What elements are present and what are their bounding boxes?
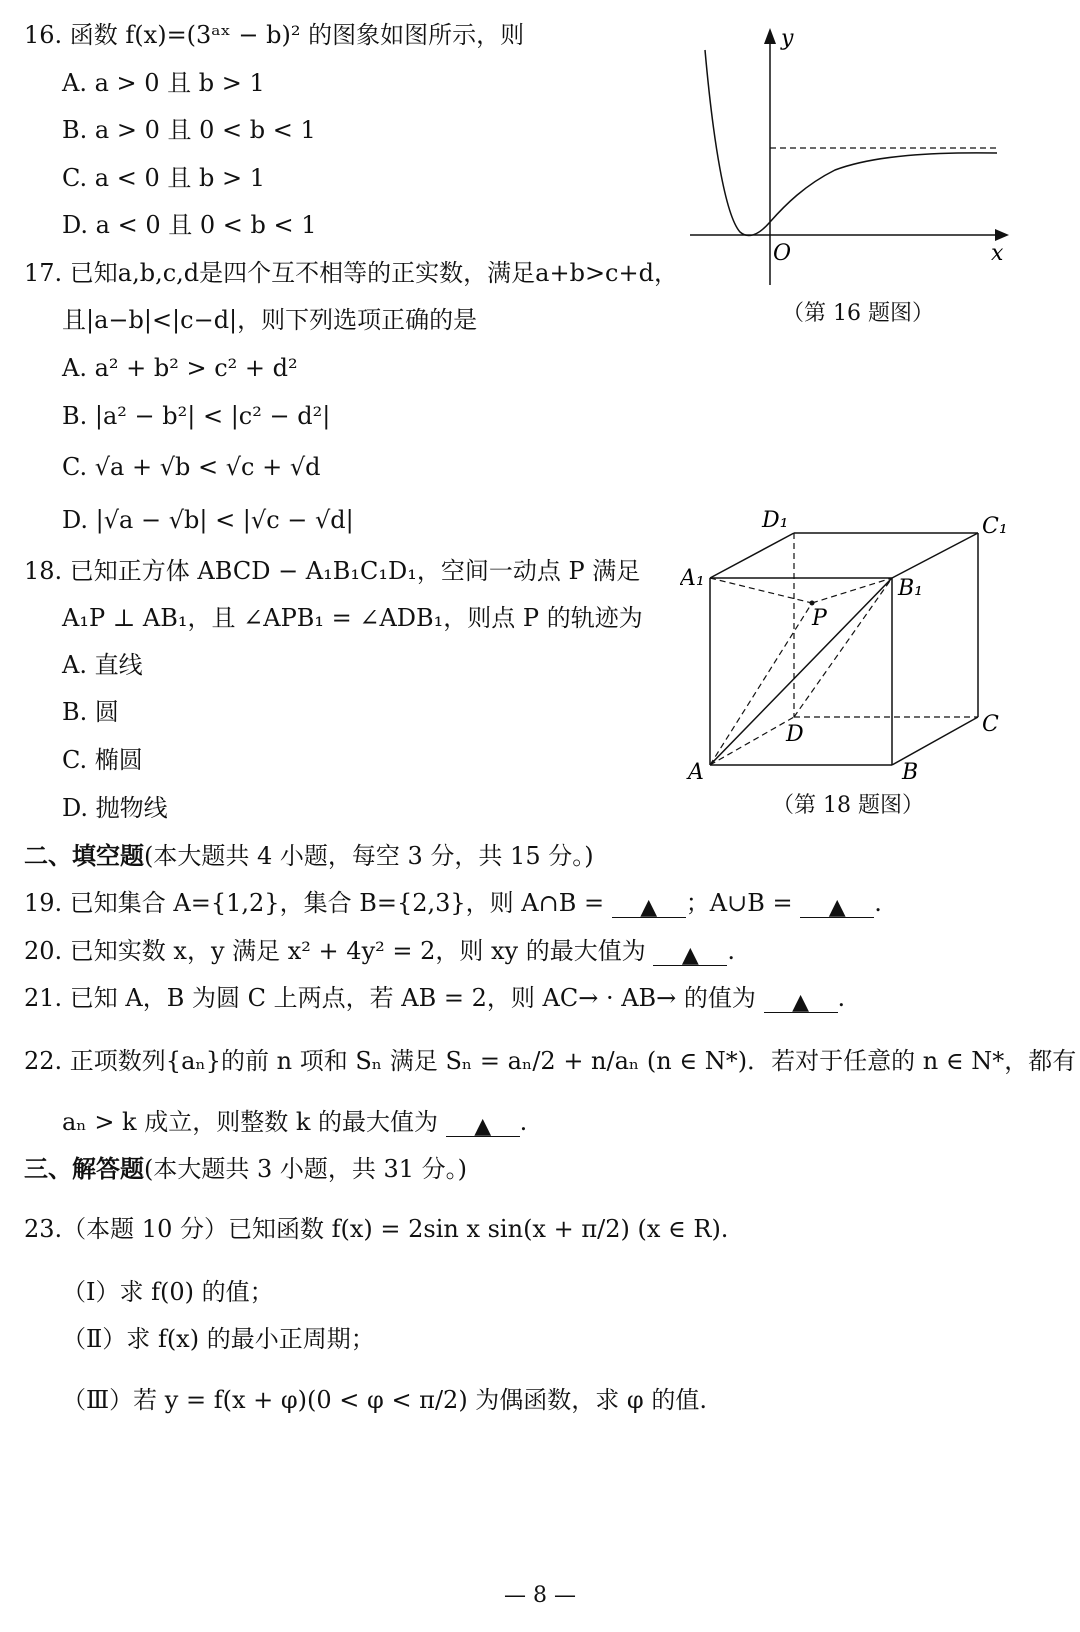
q22-line-1: 22. 正项数列{aₙ}的前 n 项和 Sₙ 满足 Sₙ = aₙ/2 + n/aₙ (n ∈ N*)．若对于任意的 n ∈ N*，都有: [24, 1047, 1077, 1075]
q18-figure-caption: （第 18 题图）: [772, 793, 924, 818]
q22-line-2: [62, 1107, 527, 1137]
q22-text-end: .: [519, 1108, 528, 1136]
q19-blank-1[interactable]: [612, 891, 686, 918]
label-b: B: [902, 760, 919, 785]
q19-blank-2[interactable]: [800, 891, 874, 918]
blank-marker-icon: ▲: [828, 895, 846, 920]
q17-option-c: C. √a + √b < √c + √d: [62, 453, 321, 481]
label-a: A: [688, 760, 704, 785]
label-d: D: [786, 722, 804, 747]
q19-text-end: .: [874, 889, 882, 917]
blank-marker-icon: ▲: [681, 943, 699, 968]
page-number: — 8 —: [504, 1583, 576, 1608]
q23-part-2: （Ⅱ）求 f(x) 的最小正周期；: [62, 1325, 375, 1353]
point-p: [810, 601, 815, 606]
blank-marker-icon: ▲: [792, 990, 809, 1015]
blank-marker-icon: ▲: [640, 895, 658, 920]
q19-text-mid: ；A∪B =: [685, 889, 793, 917]
q23-stem: 23.（本题 10 分）已知函数 f(x) = 2sin x sin(x + π/2) (x ∈ R).: [24, 1215, 729, 1243]
q17-stem-cont: 且|a−b|<|c−d|，则下列选项正确的是: [62, 306, 478, 334]
section2-heading: [24, 841, 594, 871]
section2-note: (本大题共 4 小题，每空 3 分，共 15 分。): [144, 842, 594, 870]
x-axis-label: x: [991, 241, 1004, 266]
q16-stem: 16. 函数 f(x)=(3ᵃˣ − b)² 的图象如图所示，则: [24, 21, 525, 49]
q23-part-3: （Ⅲ）若 y = f(x + φ)(0 < φ < π/2) 为偶函数，求 φ 的值.: [62, 1386, 707, 1414]
q17-option-a: A. a² + b² > c² + d²: [62, 354, 298, 382]
q16-function-graph: [685, 20, 1025, 290]
origin-label: O: [773, 241, 792, 266]
label-a1: A₁: [680, 566, 705, 591]
y-axis-label: y: [781, 26, 794, 51]
label-d1: D₁: [762, 508, 789, 533]
q18-option-a: A. 直线: [62, 651, 143, 679]
blank-marker-icon: ▲: [474, 1114, 492, 1139]
q18-stem-cont: A₁P ⊥ AB₁，且 ∠APB₁ = ∠ADB₁，则点 P 的轨迹为: [62, 604, 643, 632]
q16-option-d: D. a < 0 且 0 < b < 1: [62, 211, 317, 239]
q21-line: [24, 983, 845, 1013]
q16-option-c: C. a < 0 且 b > 1: [62, 164, 265, 192]
q17-option-d: D. |√a − √b| < |√c − √d|: [62, 506, 354, 534]
q18-cube-diagram: [680, 505, 1030, 795]
q18-option-c: C. 椭圆: [62, 746, 143, 774]
y-axis-arrow: [764, 28, 776, 44]
q22-blank[interactable]: [446, 1110, 520, 1137]
function-curve: [705, 50, 997, 235]
q20-blank[interactable]: [653, 939, 727, 966]
label-c1: C₁: [982, 514, 1008, 539]
q18-option-d: D. 抛物线: [62, 794, 168, 822]
q23-part-1: （Ⅰ）求 f(0) 的值；: [62, 1278, 274, 1306]
q19-line: [24, 888, 882, 918]
section2-title: 二、填空题: [24, 841, 144, 870]
q16-figure-caption: （第 16 题图）: [782, 301, 934, 326]
q19-text: 19. 已知集合 A={1,2}，集合 B={2,3}，则 A∩B =: [24, 889, 605, 917]
section3-title: 三、解答题: [24, 1154, 144, 1183]
label-c: C: [982, 712, 999, 737]
q21-text: 21. 已知 A，B 为圆 C 上两点，若 AB = 2，则 AC→ · AB→ 的值为: [24, 984, 756, 1012]
q17-option-b: B. |a² − b²| < |c² − d²|: [62, 402, 331, 430]
q21-blank[interactable]: [764, 986, 838, 1013]
q20-text: 20. 已知实数 x，y 满足 x² + 4y² = 2，则 xy 的最大值为: [24, 937, 646, 965]
x-axis-arrow: [995, 229, 1009, 241]
q17-stem: 17. 已知a,b,c,d是四个互不相等的正实数，满足a+b>c+d，: [24, 259, 678, 287]
q22-text: aₙ > k 成立，则整数 k 的最大值为: [62, 1108, 439, 1136]
q18-stem: 18. 已知正方体 ABCD − A₁B₁C₁D₁，空间一动点 P 满足: [24, 557, 641, 585]
label-b1: B₁: [898, 576, 923, 601]
label-p: P: [812, 606, 827, 631]
q16-option-a: A. a > 0 且 b > 1: [62, 69, 265, 97]
q20-text-end: .: [727, 937, 736, 965]
q18-option-b: B. 圆: [62, 698, 119, 726]
section3-heading: [24, 1154, 467, 1184]
section3-note: (本大题共 3 小题，共 31 分。): [144, 1155, 468, 1183]
q16-option-b: B. a > 0 且 0 < b < 1: [62, 116, 316, 144]
q21-text-end: .: [837, 984, 846, 1012]
q20-line: [24, 936, 735, 966]
